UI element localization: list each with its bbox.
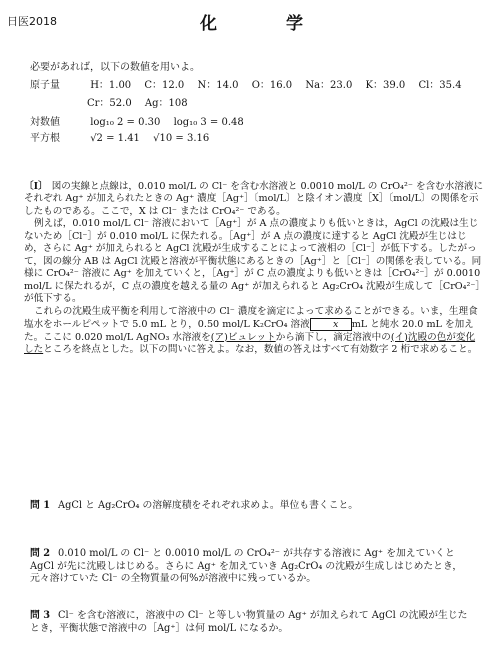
atomic-weight: O：16.0 [251, 80, 293, 91]
sqrt-value: √2 = 1.41 [90, 133, 140, 144]
question-number: 問 2 [30, 548, 51, 559]
paragraph-text: から滴下し，滴定溶液中の [275, 331, 391, 343]
atomic-weight: H：1.00 [90, 80, 132, 91]
section-paragraph-2: 例えば，0.010 mol/L Cl⁻ 溶液において［Ag⁺］が A 点の濃度よりも低いときは，AgCl の沈殿は生じないため［Cl⁻］が 0.010 mol/L に保たれる。［Ag⁺］が A 点の濃度に達すると AgCl 沈殿が生じはじめ，さらに Ag⁺ が加えられると AgCl 沈殿が生成することによって液相の［Cl⁻］が低下する。したがって，図の線分 AB は AgCl 沈殿と溶液が平衡状態にあるときの［Ag⁺］と［Cl⁻］の関係を表している。同様に CrO₄²⁻ 溶液に Ag⁺ を加えていくと，［Ag⁺］が C 点の濃度よりも低いときは［CrO₄²⁻］が 0.0010 mol/L に保たれるが，C 点の濃度を越える量の Ag⁺ が加えられると Ag₂CrO₄ 沈殿が生成して［CrO₄²⁻］が低下する。 [24, 218, 482, 305]
atomic-weight: N：14.0 [197, 80, 239, 91]
blank-box-x: x [310, 318, 352, 331]
section-number: 〔Ⅰ〕 [24, 181, 48, 192]
intro-text: 必要があれば，以下の数値を用いよ。 [30, 62, 200, 73]
log-value: log₁₀ 2 = 0.30 [90, 117, 161, 128]
atomic-weights-row-2 [87, 97, 198, 110]
question-3 [30, 610, 475, 635]
underlined-term-color-change: (イ)沈殿の色が変化した [24, 331, 476, 356]
question-text: Cl⁻ を含む溶液に，溶液中の Cl⁻ と等しい物質量の Ag⁺ が加えられて AgCl の沈殿が生じたとき，平衡状態で溶液中の［Ag⁺］は何 mol/L になるか。 [30, 610, 468, 634]
problem-section [24, 181, 484, 357]
log-value: log₁₀ 3 = 0.48 [173, 117, 244, 128]
question-1 [30, 500, 475, 513]
subject-title: 化 学 [200, 14, 329, 34]
log-label: 対数値 [30, 117, 60, 128]
atomic-weight: Na：23.0 [305, 80, 353, 91]
sqrt-values-row [30, 132, 219, 145]
atomic-weights-label: 原子量 [30, 80, 60, 91]
paragraph-text: 図の実線と点線は，0.010 mol/L の Cl⁻ を含む水溶液と 0.0010 mol/L の CrO₄²⁻ を含む水溶液にそれぞれ Ag⁺ が加えられたときの Ag⁺ 濃度［Ag⁺］〔mol/L〕と陰イオン濃度［X］〔mol/L〕の関係を示したものである。ここで，X は Cl⁻ または CrO₄²⁻ である。 [24, 181, 484, 217]
underlined-term-burette: (ア)ビュレット [210, 331, 276, 343]
log-values-row [30, 116, 254, 129]
sqrt-label: 平方根 [30, 133, 60, 144]
paragraph-text: mL と純水 20.0 mL を加えた。ここに 0.020 mol/L AgNO₃ 水溶液を [24, 319, 474, 343]
paragraph-text: これらの沈殿生成平衡を利用して溶液中の Cl⁻ 濃度を滴定によって求めることができる。いま，生理食塩水をホールピペットで 5.0 mL とり，0.50 mol/L K₂CrO₄ 溶液 [24, 305, 478, 331]
atomic-weight: Ag：108 [144, 98, 188, 109]
atomic-weight: C：12.0 [144, 80, 185, 91]
question-number: 問 3 [30, 610, 51, 621]
atomic-weight: Cl：35.4 [418, 80, 462, 91]
exam-code: 日医2018 [7, 15, 57, 28]
question-text: AgCl と Ag₂CrO₄ の溶解度積をそれぞれ求めよ。単位も書くこと。 [58, 500, 359, 511]
question-2 [30, 548, 475, 586]
section-paragraph-3 [24, 306, 484, 357]
atomic-weights-row [30, 79, 472, 92]
atomic-weight: Cr：52.0 [87, 98, 132, 109]
paragraph-text: ところを終点とした。以下の問いに答えよ。なお，数値の答えはすべて有効数字 2 桁で求めること。 [43, 344, 478, 356]
sqrt-value: √10 = 3.16 [153, 133, 210, 144]
question-number: 問 1 [30, 500, 51, 511]
question-text: 0.010 mol/L の Cl⁻ と 0.0010 mol/L の CrO₄²⁻ が共存する溶液に Ag⁺ を加えていくと AgCl が先に沈殿しはじめる。さらに Ag⁺ を加えていき Ag₂CrO₄ の沈殿が生成しはじめたとき，元々溶けていた Cl⁻ の全物質量の何%が溶液中に残っているか。 [30, 548, 463, 585]
section-paragraph-1 [24, 181, 484, 218]
atomic-weight: K：39.0 [365, 80, 406, 91]
